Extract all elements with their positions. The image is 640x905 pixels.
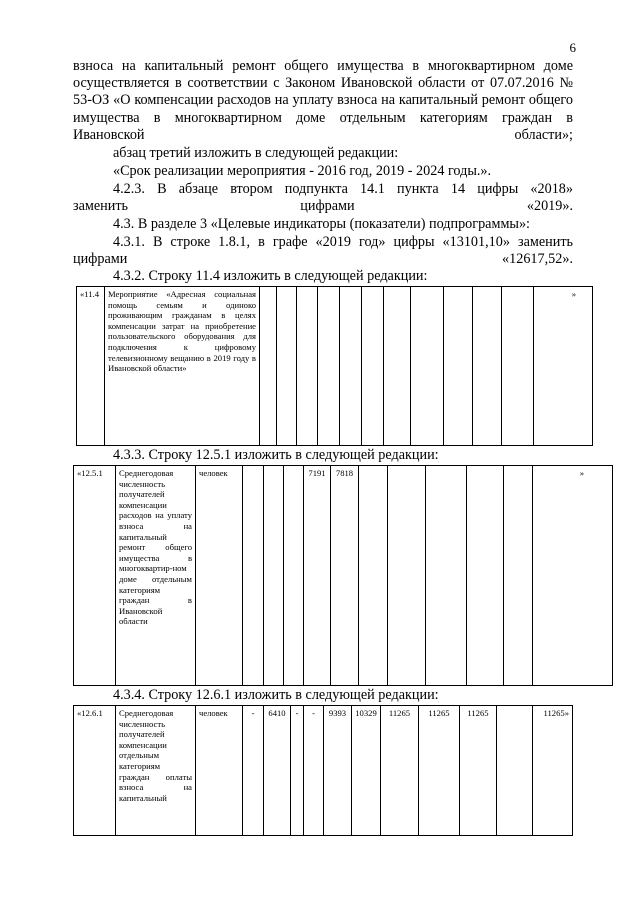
paragraph-4-3: 4.3. В разделе 3 «Целевые индикаторы (показатели) подпрограммы»: (113, 216, 530, 232)
paragraph-compensation-law: взноса на капитальный ремонт общего имущества в многоквартирном доме осуществляется в соответствии с Законом Ивановской области от 07.07.2016 № 53-ОЗ «О компенсации расходов на уплату взноса на капитальный ремонт общего имущества в многоквартирном доме отдельным категориям граждан в Ивановской области»; (73, 58, 573, 143)
row-value: 11265» (533, 706, 573, 836)
row-description: Среднегодовая численность получателей компенсации расходов на уплату взноса на капитальный ремонт общего имущества в многоквартир-ном доме отдельным категориям граждан в Ивановской области (116, 466, 196, 686)
row-value: 7818 (331, 466, 359, 686)
row-end-quote: » (534, 287, 593, 446)
row-value: - (243, 706, 264, 836)
row-number: «11.4 (77, 287, 105, 446)
row-unit: человек (196, 706, 243, 836)
row-value: - (304, 706, 324, 836)
page-number: 6 (569, 40, 576, 55)
paragraph-4-3-1: 4.3.1. В строке 1.8.1, в графе «2019 год» цифры «13101,10» заменить цифрами «12617,52». (73, 234, 573, 268)
row-value: 11265 (460, 706, 497, 836)
paragraph-term: «Срок реализации мероприятия - 2016 год, 2019 - 2024 годы.». (113, 163, 492, 179)
heading-4-3-4: 4.3.4. Строку 12.6.1 изложить в следующей редакции: (113, 687, 439, 703)
table-row-12-5-1 (73, 465, 613, 686)
row-end-quote: » (533, 466, 613, 686)
heading-4-3-3: 4.3.3. Строку 12.5.1 изложить в следующей редакции: (113, 447, 439, 463)
table-row-12-6-1 (73, 705, 573, 836)
heading-4-3-2: 4.3.2. Строку 11.4 изложить в следующей редакции: (113, 268, 428, 284)
row-value: 10329 (352, 706, 381, 836)
row-description: Среднегодовая численность получателей компенсации отдельным категориям граждан оплаты взноса на капитальный (116, 706, 196, 836)
row-unit: человек (196, 466, 243, 686)
row-value: 11265 (381, 706, 419, 836)
row-number: «12.5.1 (74, 466, 116, 686)
row-value: 7191 (304, 466, 331, 686)
row-description: Мероприятие «Адресная социальная помощь семьям и одиноко проживающим гражданам в целях компенсации затрат на приобретение пользовательского оборудования для подключения к цифровому телевизионному вещанию в 2019 году в Ивановской области» (105, 287, 260, 446)
row-value: 11265 (419, 706, 460, 836)
paragraph-4-2-3: 4.2.3. В абзаце втором подпункта 14.1 пункта 14 цифры «2018» заменить цифрами «2019». (73, 181, 573, 215)
row-value: - (291, 706, 304, 836)
row-value: 9393 (324, 706, 352, 836)
row-number: «12.6.1 (74, 706, 116, 836)
table-row-11-4 (76, 286, 593, 446)
paragraph-third-edit: абзац третий изложить в следующей редакции: (113, 145, 399, 161)
row-value: 6410 (264, 706, 291, 836)
